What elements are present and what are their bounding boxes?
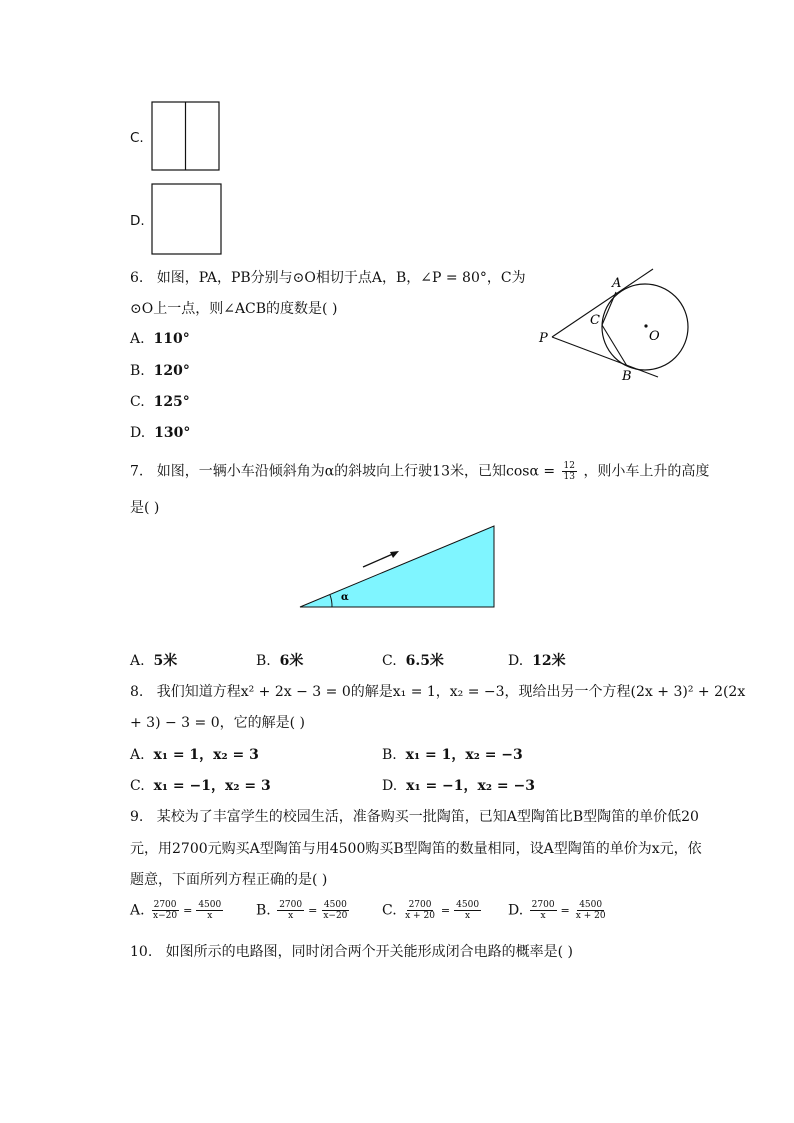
q8-option-c-value: x₁ = −1，x₂ = 3 <box>153 778 271 794</box>
q9-stem-line1: 某校为了丰富学生的校园生活，准备购买一批陶笛，已知A型陶笛比B型陶笛的单价低20 <box>156 809 699 825</box>
frac-numerator: 2700 <box>153 900 177 910</box>
q9-option-a <box>130 900 225 921</box>
frac-numerator: 2700 <box>531 900 555 910</box>
q6-option-a-label: A. <box>130 331 145 347</box>
frac-denominator: x−20 <box>153 911 178 921</box>
q7-option-a <box>130 650 177 670</box>
equals-sign: = <box>183 904 193 917</box>
q10-text-line1 <box>130 942 573 962</box>
q7-text-line1 <box>130 461 709 482</box>
q9-option-c-left-frac <box>403 900 437 921</box>
q7-option-d-label: D. <box>508 653 524 669</box>
frac-denominator: x + 20 <box>405 911 435 921</box>
q8-stem-line1: 我们知道方程x² + 2x − 3 = 0的解是x₁ = 1，x₂ = −3，现给出另一个方程(2x + 3)² + 2(2x <box>156 684 746 700</box>
frac-numerator: 4500 <box>198 900 222 910</box>
frac-numerator: 2700 <box>408 900 432 910</box>
q6-text-line1 <box>130 268 526 288</box>
q7-option-a-value: 5米 <box>153 653 178 669</box>
q8-option-d-label: D. <box>382 778 398 794</box>
q6-tangent-figure <box>530 262 700 387</box>
q7-option-b-label: B. <box>256 653 271 669</box>
q7-option-c-value: 6.5米 <box>405 653 444 669</box>
q7-frac-den: 13 <box>563 472 575 482</box>
q6-label-a: A <box>612 276 622 291</box>
equals-sign: = <box>308 904 318 917</box>
q6-label-c: C <box>590 313 600 328</box>
q6-option-d-value: 130° <box>154 425 191 441</box>
q6-option-c-label: C. <box>130 394 145 410</box>
q7-number: 7. <box>130 463 144 480</box>
q6-label-p: P <box>539 331 548 346</box>
q8-stem-line2: + 3) − 3 = 0，它的解是( ) <box>130 715 305 731</box>
frac-denominator: x <box>540 911 546 921</box>
q6-stem-line1: 如图，PA，PB分别与⊙O相切于点A，B，∠P = 80°，C为 <box>156 270 526 286</box>
q9-text-line1 <box>130 807 699 827</box>
q6-stem-line2: ⊙O上一点，则∠ACB的度数是( ) <box>130 301 338 317</box>
equals-sign: = <box>560 904 570 917</box>
q6-center-dot <box>644 324 647 327</box>
frac-denominator: x <box>288 911 294 921</box>
q7-stem-line1b: ，则小车上升的高度 <box>583 463 710 480</box>
q9-stem-line2: 元，用2700元购买A型陶笛与用4500购买B型陶笛的数量相同，设A型陶笛的单价为x元，依 <box>130 841 702 857</box>
q9-option-a-label: A. <box>130 902 145 919</box>
q6-option-a <box>130 331 190 347</box>
q7-option-a-label: A. <box>130 653 145 669</box>
q6-option-b <box>130 363 190 379</box>
q7-stem-line1a: 如图，一辆小车沿倾斜角为α的斜坡向上行驶13米，已知cosα = <box>156 463 556 480</box>
q8-option-b-label: B. <box>382 747 397 763</box>
q7-slope-triangle <box>300 526 494 607</box>
option-c-label: C. <box>130 130 144 146</box>
q6-label-b: B <box>622 369 632 384</box>
q6-option-d-label: D. <box>130 425 146 441</box>
q6-chord-ac <box>602 292 616 325</box>
q9-stem-line3: 题意，下面所列方程正确的是( ) <box>130 872 328 888</box>
frac-denominator: x−20 <box>323 911 348 921</box>
q9-option-d-right-frac <box>574 900 608 921</box>
frac-numerator: 4500 <box>456 900 480 910</box>
frac-denominator: x <box>207 911 213 921</box>
q7-option-c <box>382 650 444 670</box>
q8-option-c <box>130 775 271 795</box>
q8-option-b-value: x₁ = 1，x₂ = −3 <box>405 747 523 763</box>
option-c-figure <box>150 100 222 172</box>
option-d-figure <box>150 182 224 256</box>
q8-option-c-label: C. <box>130 778 145 794</box>
q6-number: 6. <box>130 270 144 286</box>
q9-option-b <box>256 900 351 921</box>
q7-option-b-value: 6米 <box>279 653 304 669</box>
q9-option-b-label: B. <box>256 902 271 919</box>
q8-text-line1 <box>130 682 745 702</box>
q8-number: 8. <box>130 684 144 700</box>
q7-angle-label: α <box>341 592 349 603</box>
frac-numerator: 4500 <box>323 900 347 910</box>
q7-direction-arrow <box>363 553 395 567</box>
equals-sign: = <box>440 904 451 917</box>
frac-denominator: x <box>465 911 471 921</box>
q7-option-d-value: 12米 <box>532 653 566 669</box>
q6-option-c-value: 125° <box>153 394 190 410</box>
q9-option-b-right-frac <box>321 900 349 921</box>
q6-option-a-value: 110° <box>153 331 190 347</box>
q9-option-d-label: D. <box>508 902 524 919</box>
frac-numerator: 4500 <box>579 900 603 910</box>
q8-option-d-value: x₁ = −1，x₂ = −3 <box>406 778 535 794</box>
q9-option-c-label: C. <box>382 902 397 919</box>
frac-numerator: 2700 <box>279 900 303 910</box>
q7-cos-fraction <box>562 461 577 482</box>
q6-option-b-value: 120° <box>153 363 190 379</box>
q9-option-a-left-frac <box>151 900 179 921</box>
q9-option-c <box>382 900 483 921</box>
q7-option-d <box>508 650 566 670</box>
q7-option-b <box>256 650 303 670</box>
option-d-label: D. <box>130 213 145 229</box>
q6-label-o: O <box>649 329 660 344</box>
q9-option-d <box>508 900 610 921</box>
q7-arrow-head <box>390 551 399 558</box>
q7-slope-figure <box>295 520 500 612</box>
q7-frac-num: 12 <box>563 461 575 471</box>
q6-option-c <box>130 394 190 410</box>
q9-option-a-right-frac <box>196 900 223 921</box>
q8-option-a-value: x₁ = 1，x₂ = 3 <box>153 747 259 763</box>
q6-option-d <box>130 425 190 441</box>
q9-number: 9. <box>130 809 144 825</box>
q8-option-b <box>382 744 523 764</box>
q8-option-d <box>382 775 535 795</box>
q6-option-b-label: B. <box>130 363 145 379</box>
frac-denominator: x + 20 <box>575 911 606 921</box>
q10-stem-line1: 如图所示的电路图，同时闭合两个开关能形成闭合电路的概率是( ) <box>165 944 573 960</box>
q7-option-c-label: C. <box>382 653 397 669</box>
q9-option-d-left-frac <box>530 900 557 921</box>
q8-option-a-label: A. <box>130 747 145 763</box>
q7-stem-line2: 是( ) <box>130 500 160 516</box>
q9-option-b-left-frac <box>277 900 304 921</box>
q8-option-a <box>130 744 259 764</box>
q10-number: 10. <box>130 944 153 960</box>
q9-option-c-right-frac <box>454 900 481 921</box>
